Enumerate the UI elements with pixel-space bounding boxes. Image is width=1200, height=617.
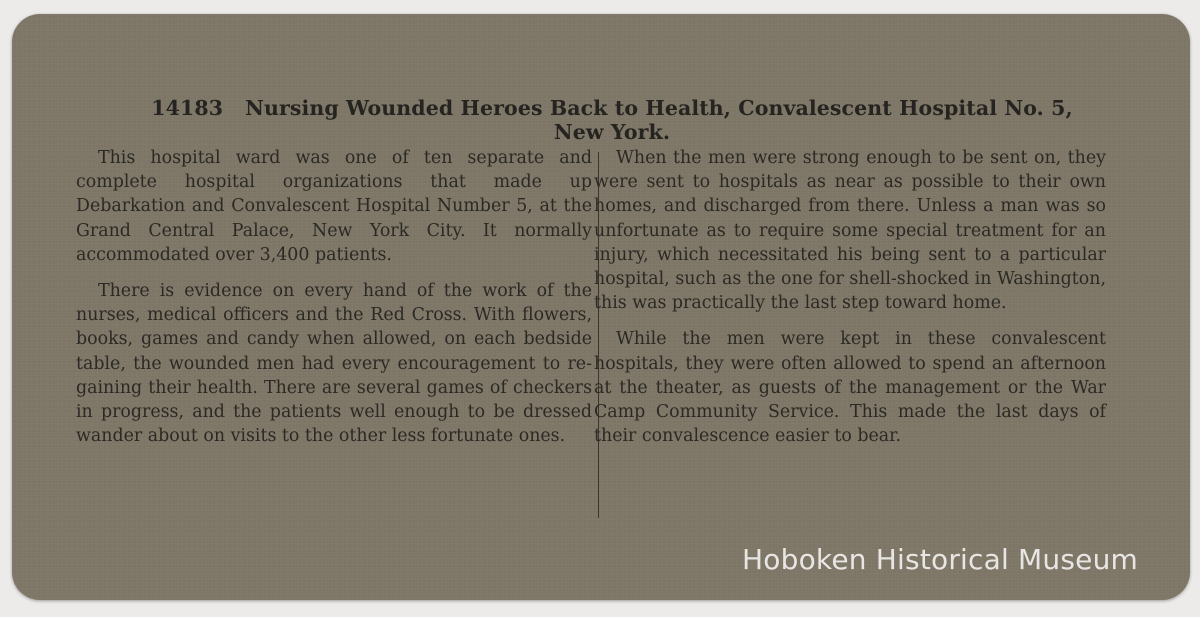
museum-watermark: Hoboken Historical Museum — [742, 543, 1138, 576]
title-number: 14183 — [151, 96, 224, 120]
right-paragraph-2: While the men were kept in these convalescent hospitals, they were often allowed to spend an afternoon at the theater, as guests of the management or the War Camp Community Service. This made the last days of their convalescence easier to bear. — [594, 329, 1106, 447]
title-line2: New York. — [553, 120, 671, 144]
left-column — [76, 146, 592, 460]
right-column — [594, 146, 1106, 460]
left-paragraph-2: There is evidence on every hand of the work of the nurses, medical officers and the Red Cross. With flowers, books, games and candy when allowed, on each bedside table, the wounded men had every encouragement to regaining their health. There are several games of checkers in progress, and the patients well enough to be dressed wander about on visits to the other less fortunate ones. — [76, 281, 592, 447]
right-paragraph-1: When the men were strong enough to be sent on, they were sent to hospitals as near as possible to their own homes, and discharged from there. Unless a man was so unfortunate as to require some special treatment for an injury, which necessitated his being sent to a particular hospital, such as the one for shell-shocked in Washington, this was practically the last step toward home. — [594, 148, 1106, 314]
title-text: Nursing Wounded Heroes Back to Health, Convalescent Hospital No. 5, — [245, 96, 1073, 120]
left-paragraph-1: This hospital ward was one of ten separate and complete hospital organizations that made up Debarkation and Convalescent Hospital Number 5, at the Grand Central Palace, New York City. It normally accommodated over 3,400 patients. — [76, 148, 592, 265]
card-title — [82, 96, 1142, 144]
